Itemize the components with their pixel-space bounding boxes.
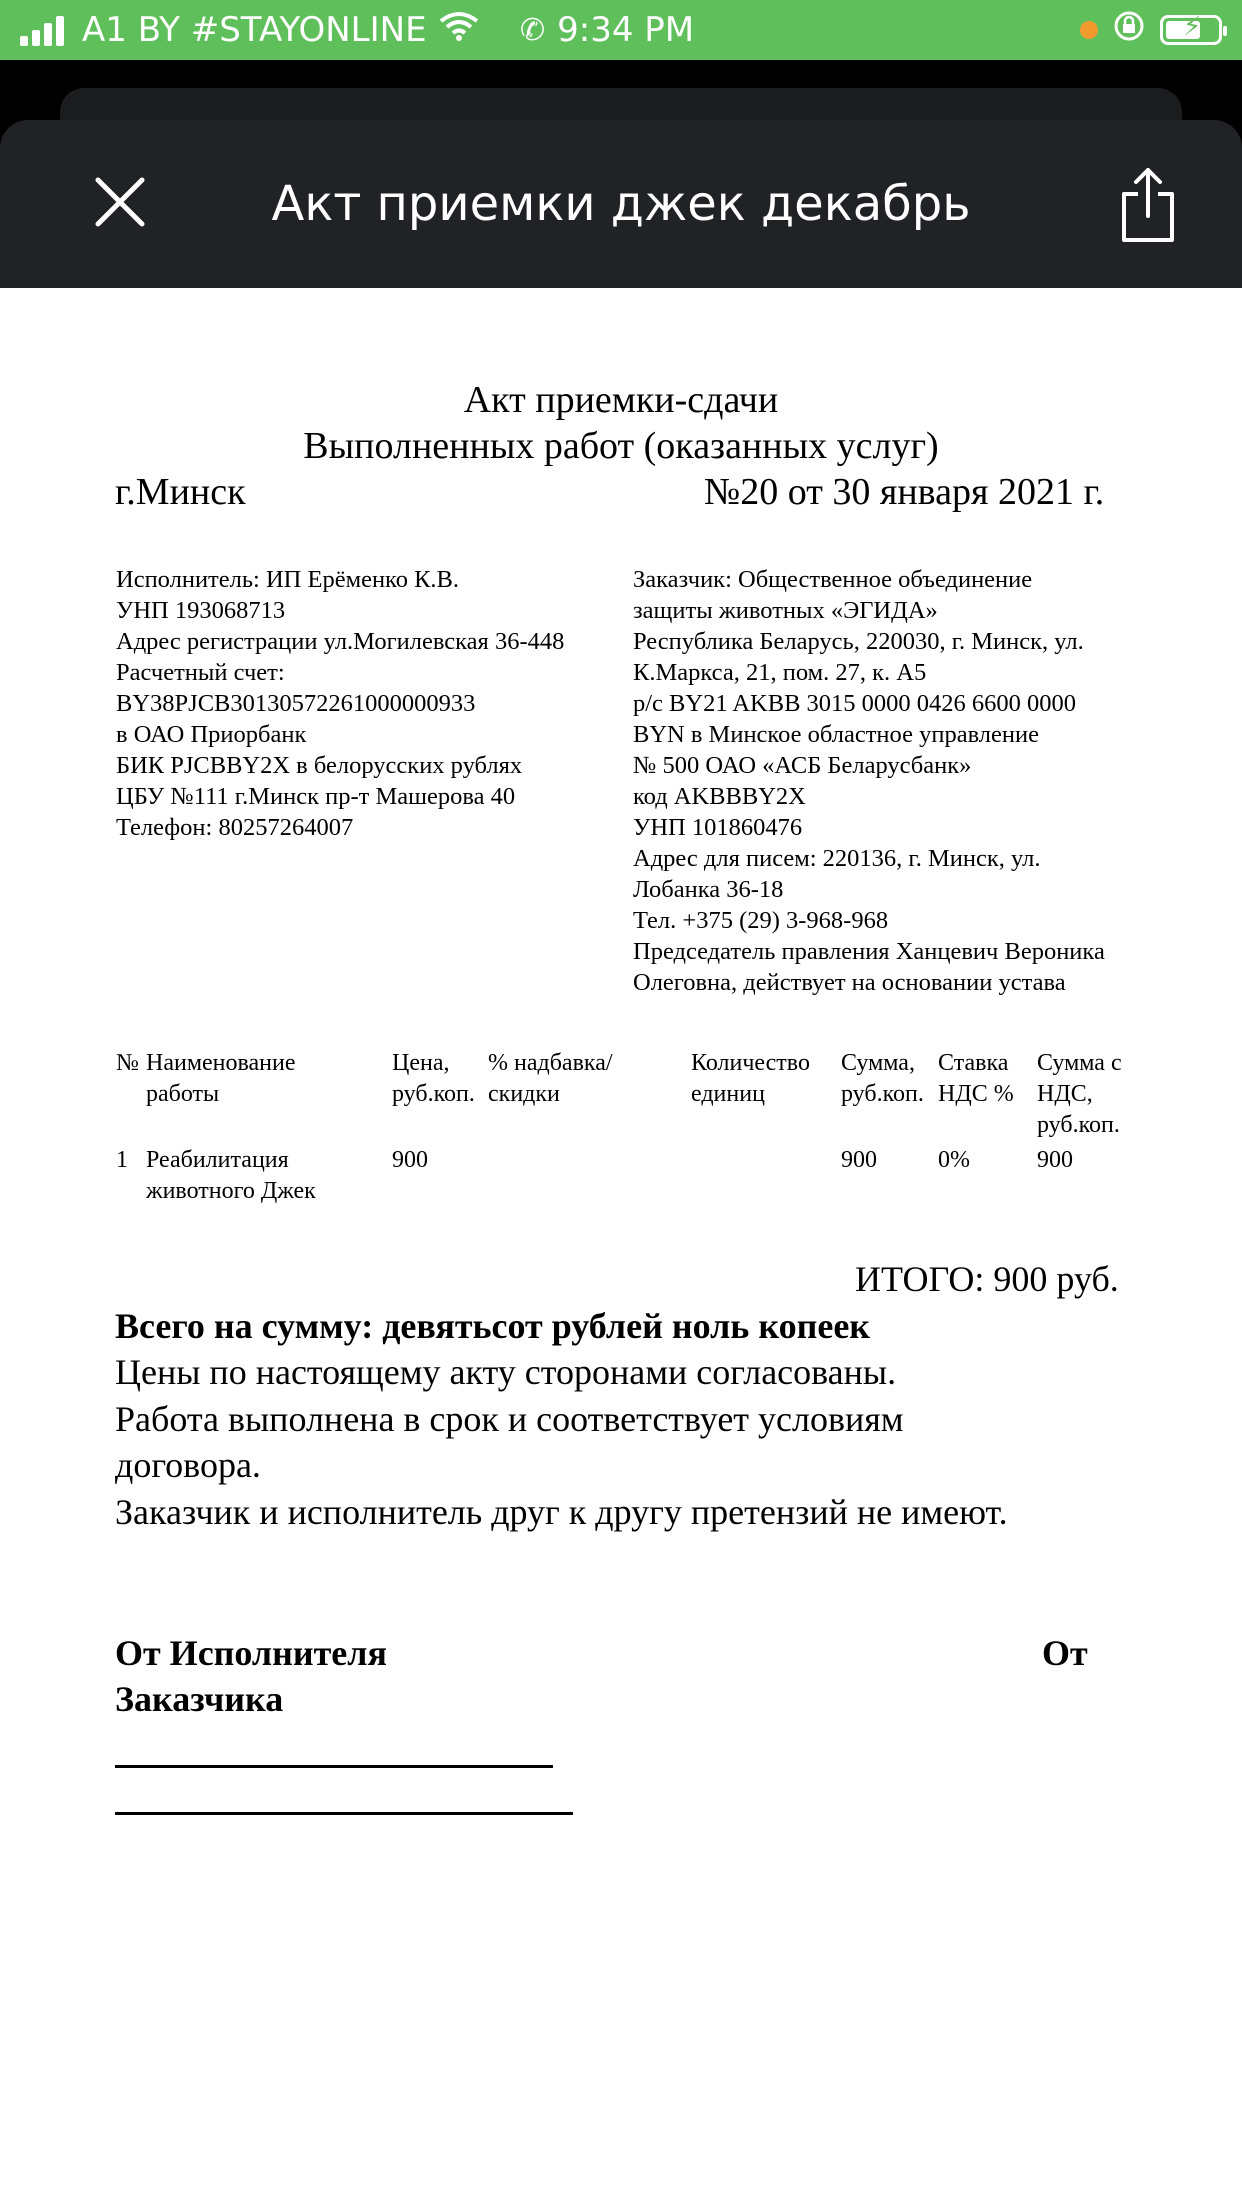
signature-line-customer xyxy=(115,1812,573,1815)
cell-name xyxy=(146,1145,316,1207)
col-header-quantity xyxy=(691,1048,810,1110)
cell-sum-with-vat: 900 xyxy=(1037,1147,1073,1173)
act-subtitle: Выполненных работ (оказанных услуг) xyxy=(303,425,939,467)
header-text: Сумма с xyxy=(1037,1050,1122,1076)
document-title: Акт приемки джек декабрь xyxy=(271,176,971,232)
share-icon xyxy=(1116,166,1180,244)
executor-line: ЦБУ №111 г.Минск пр-т Машерова 40 xyxy=(116,783,516,810)
cell-number: 1 xyxy=(116,1147,128,1173)
header-text: % надбавка/ xyxy=(488,1050,613,1076)
cellular-signal-icon xyxy=(20,14,68,46)
header-text: НДС % xyxy=(938,1081,1014,1107)
city: г.Минск xyxy=(115,471,246,513)
header-text: скидки xyxy=(488,1081,560,1107)
signature-customer-label-cont: Заказчика xyxy=(115,1679,284,1719)
executor-line: BY38PJCB30130572261000000933 xyxy=(116,690,476,717)
paragraph-line: Работа выполнена в срок и соответствует условиям xyxy=(115,1399,904,1439)
header-text: руб.коп. xyxy=(392,1081,475,1107)
customer-line: BYN в Минское областное управление xyxy=(633,721,1040,748)
paragraph-line: Цены по настоящему акту сторонами согласованы. xyxy=(115,1352,897,1392)
sum-in-words: Всего на сумму: девятьсот рублей ноль копеек xyxy=(115,1306,871,1346)
clock-time: 9:34 PM xyxy=(557,10,695,50)
executor-line: Адрес регистрации ул.Могилевская 36-448 xyxy=(116,628,565,655)
col-header-price xyxy=(392,1048,475,1110)
signature-line-executor xyxy=(115,1765,553,1768)
battery-icon: ⚡ xyxy=(1160,15,1222,45)
phone-call-icon: ✆ xyxy=(520,12,546,48)
col-header-vat-rate xyxy=(938,1048,1014,1110)
wifi-icon xyxy=(439,10,479,50)
header-text: работы xyxy=(146,1081,220,1107)
customer-line: Олеговна, действует на основании устава xyxy=(633,969,1066,996)
status-bar xyxy=(0,0,1242,60)
col-header-sum xyxy=(841,1048,924,1110)
col-header-number: № xyxy=(116,1050,139,1076)
executor-line: Телефон: 80257264007 xyxy=(116,814,354,841)
cell-price: 900 xyxy=(392,1147,428,1173)
col-header-markup xyxy=(488,1048,613,1110)
header-text: Ставка xyxy=(938,1050,1009,1076)
executor-line: Исполнитель: ИП Ерёменко К.В. xyxy=(116,566,460,593)
header-text: Наименование xyxy=(146,1050,296,1076)
customer-line: Тел. +375 (29) 3-968-968 xyxy=(633,907,889,934)
header-text: Цена, xyxy=(392,1050,450,1076)
close-icon xyxy=(92,174,148,230)
viewer-header xyxy=(0,120,1242,288)
header-text: Количество xyxy=(691,1050,810,1076)
customer-line: защиты животных «ЭГИДА» xyxy=(633,597,938,624)
cell-text: животного Джек xyxy=(146,1178,316,1204)
cell-vat-rate: 0% xyxy=(938,1147,970,1173)
share-button[interactable] xyxy=(1116,166,1180,244)
customer-line: К.Маркса, 21, пом. 27, к. А5 xyxy=(633,659,927,686)
customer-line: Заказчик: Общественное объединение xyxy=(633,566,1033,593)
customer-details xyxy=(633,564,1105,998)
signature-executor-label: От Исполнителя xyxy=(115,1633,387,1673)
document-page xyxy=(0,288,1242,2208)
executor-line: УНП 193068713 xyxy=(116,597,286,624)
customer-line: № 500 ОАО «АСБ Беларусбанк» xyxy=(633,752,972,779)
paragraph-line: Заказчик и исполнитель друг к другу претензий не имеют. xyxy=(115,1492,1008,1532)
col-header-sum-with-vat xyxy=(1037,1048,1122,1141)
header-text: Сумма, xyxy=(841,1050,915,1076)
customer-line: код AKBBBY2X xyxy=(633,783,806,810)
executor-details xyxy=(116,564,564,843)
customer-line: Председатель правления Ханцевич Вероника xyxy=(633,938,1105,965)
executor-line: БИК PJCBBY2X в белорусских рублях xyxy=(116,752,523,779)
customer-line: УНП 101860476 xyxy=(633,814,803,841)
col-header-name xyxy=(146,1048,296,1110)
rotation-lock-icon xyxy=(1112,9,1146,52)
act-title: Акт приемки-сдачи xyxy=(463,379,779,421)
header-text: руб.коп. xyxy=(841,1081,924,1107)
header-text: НДС, xyxy=(1037,1081,1093,1107)
header-text: руб.коп. xyxy=(1037,1112,1120,1138)
signature-customer-label: От xyxy=(1042,1633,1088,1673)
customer-line: Адрес для писем: 220136, г. Минск, ул. xyxy=(633,845,1041,872)
executor-line: в ОАО Приорбанк xyxy=(116,721,307,748)
cell-sum: 900 xyxy=(841,1147,877,1173)
close-button[interactable] xyxy=(92,174,148,230)
customer-line: р/с BY21 AKBB 3015 0000 0426 6600 0000 xyxy=(633,690,1077,717)
customer-line: Республика Беларусь, 220030, г. Минск, ул. xyxy=(633,628,1084,655)
header-text: единиц xyxy=(691,1081,765,1107)
act-number-date: №20 от 30 января 2021 г. xyxy=(704,471,1105,513)
cell-text: Реабилитация xyxy=(146,1147,289,1173)
carrier-label: A1 BY #STAYONLINE xyxy=(82,10,427,50)
executor-line: Расчетный счет: xyxy=(116,659,285,686)
paragraph-line: договора. xyxy=(115,1445,261,1485)
total-amount: ИТОГО: 900 руб. xyxy=(855,1259,1119,1299)
customer-line: Лобанка 36-18 xyxy=(633,876,784,903)
mic-in-use-indicator-icon xyxy=(1080,21,1098,39)
